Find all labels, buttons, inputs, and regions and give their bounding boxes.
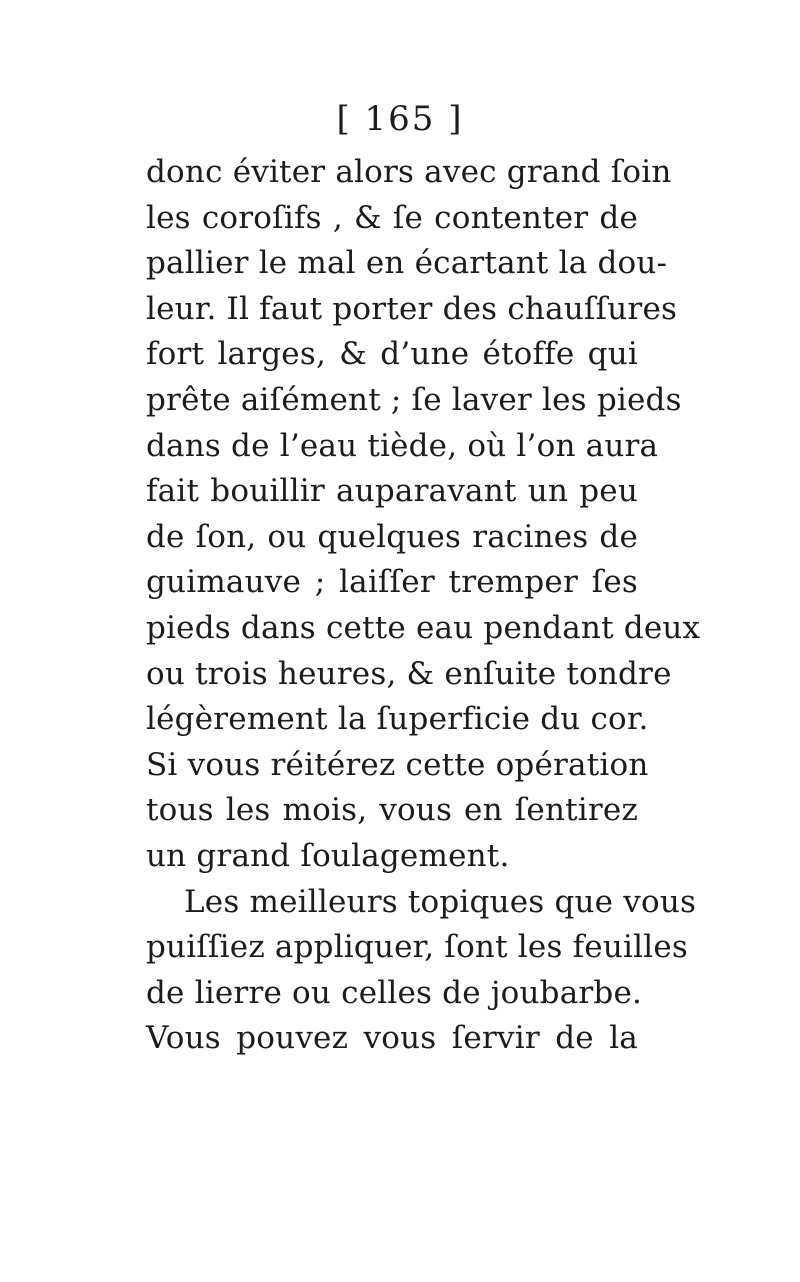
paragraph-end-line: un grand ſoulagement. [146,837,510,874]
text-line: fait bouillir auparavant un peu [146,473,638,510]
text-line: Si vous réitérez cette opération [146,746,649,783]
text-line: Vous pouvez vous ſervir de la [146,1020,638,1057]
paragraph-start-line: Les meilleurs topiques que vous [184,883,697,920]
text-line: prête aiſément ; ſe laver les pieds [146,381,682,418]
text-line: donc éviter alors avec grand ſoin [146,154,672,190]
text-line: tous les mois, vous en ſentirez [146,792,638,829]
text-line: pallier le mal en écartant la dou- [146,245,668,282]
text-line: fort larges, & d’une étoffe qui [146,336,638,373]
text-line: de lierre ou celles de joubarbe. [146,974,643,1011]
text-line: ou trois heures, & enſuite tondre [146,655,672,692]
text-line: légèrement la ſuperficie du cor. [146,701,649,738]
text-line: de ſon, ou quelques racines de [146,518,638,555]
text-line: guimauve ; laiſſer tremper ſes [146,564,638,601]
text-line: puiſſiez appliquer, ſont les feuilles [146,929,689,966]
page-number: [ 165 ] [336,99,464,139]
text-line: les coroſifs , & ſe contenter de [146,199,638,236]
text-line: dans de l’eau tiède, où l’on aura [146,427,659,464]
text-line: leur. Il faut porter des chauſſures [146,290,678,327]
text-line: pieds dans cette eau pendant deux [146,609,701,646]
body-text [146,150,701,1062]
